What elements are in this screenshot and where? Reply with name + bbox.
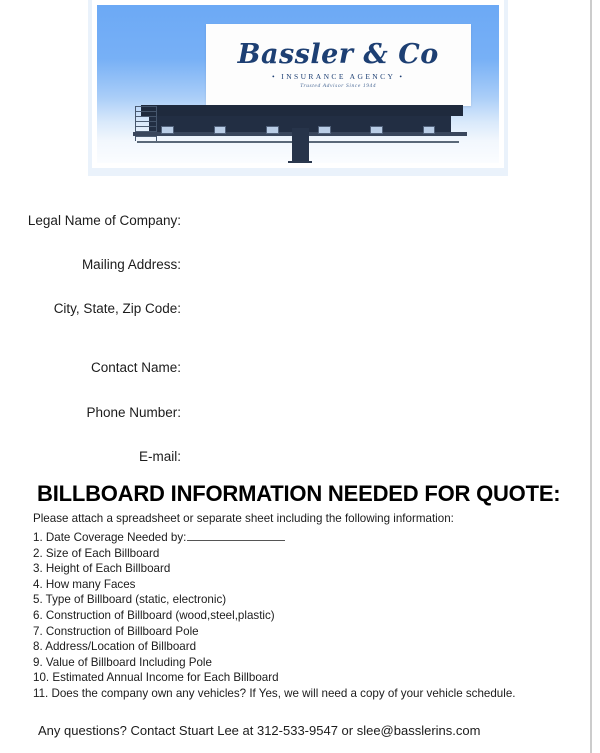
requirement-item xyxy=(33,639,578,655)
field-label-legal-name: Legal Name of Company: xyxy=(27,213,181,228)
billboard-brace xyxy=(370,126,383,134)
footer-contact-line: Any questions? Contact Stuart Lee at 312-533-9547 or slee@basslerins.com xyxy=(38,723,481,738)
requirements-list xyxy=(33,530,578,702)
requirement-item xyxy=(33,624,578,640)
requirement-item xyxy=(33,561,578,577)
billboard-photo xyxy=(88,0,508,176)
field-label-mailing-address: Mailing Address: xyxy=(81,257,181,272)
billboard-pole-base xyxy=(288,161,312,167)
field-label-contact-name: Contact Name: xyxy=(90,360,181,375)
section-intro: Please attach a spreadsheet or separate sheet including the following information: xyxy=(33,512,454,525)
field-label-phone-number: Phone Number: xyxy=(86,405,181,420)
photo-frame xyxy=(92,0,504,168)
logo-tagline: Trusted Advisor Since 1944 xyxy=(300,83,377,90)
requirement-text: 10. Estimated Annual Income for Each Billboard xyxy=(33,671,279,685)
requirement-item xyxy=(33,608,578,624)
requirement-text: 3. Height of Each Billboard xyxy=(33,562,171,576)
requirement-text: 7. Construction of Billboard Pole xyxy=(33,624,199,638)
page-edge-rule xyxy=(590,0,592,753)
requirement-text: 5. Type of Billboard (static, electronic) xyxy=(33,593,227,607)
requirement-item xyxy=(33,592,578,608)
section-heading: BILLBOARD INFORMATION NEEDED FOR QUOTE: xyxy=(37,481,561,506)
requirement-text: 2. Size of Each Billboard xyxy=(33,546,160,560)
date-blank-field[interactable] xyxy=(187,530,285,541)
requirement-text: 4. How many Faces xyxy=(33,577,136,591)
requirement-text: 8. Address/Location of Billboard xyxy=(33,640,197,654)
bassler-logo xyxy=(206,24,471,106)
requirement-item xyxy=(33,530,578,546)
billboard-brace xyxy=(161,126,174,134)
requirement-text: 6. Construction of Billboard (wood,steel,plastic) xyxy=(33,608,275,622)
field-label-email: E-mail: xyxy=(138,449,181,464)
requirement-item xyxy=(33,546,578,562)
requirement-item xyxy=(33,655,578,671)
billboard-face xyxy=(206,24,471,106)
requirement-item xyxy=(33,670,578,686)
billboard-brace xyxy=(266,126,279,134)
logo-subtitle: • INSURANCE AGENCY • xyxy=(272,71,405,81)
requirement-text: 9. Value of Billboard Including Pole xyxy=(33,655,212,669)
logo-company-name: Bassler & Co xyxy=(237,38,439,70)
billboard-brace xyxy=(318,126,331,134)
requirement-text: 11. Does the company own any vehicles? If Yes, we will need a copy of your vehicle schedule. xyxy=(33,686,516,700)
requirement-text: 1. Date Coverage Needed by: xyxy=(33,531,187,544)
billboard-brace xyxy=(214,126,227,134)
requirement-item xyxy=(33,577,578,593)
requirement-item xyxy=(33,686,578,702)
billboard-brace xyxy=(423,126,436,134)
field-label-city-state-zip: City, State, Zip Code: xyxy=(53,301,181,316)
